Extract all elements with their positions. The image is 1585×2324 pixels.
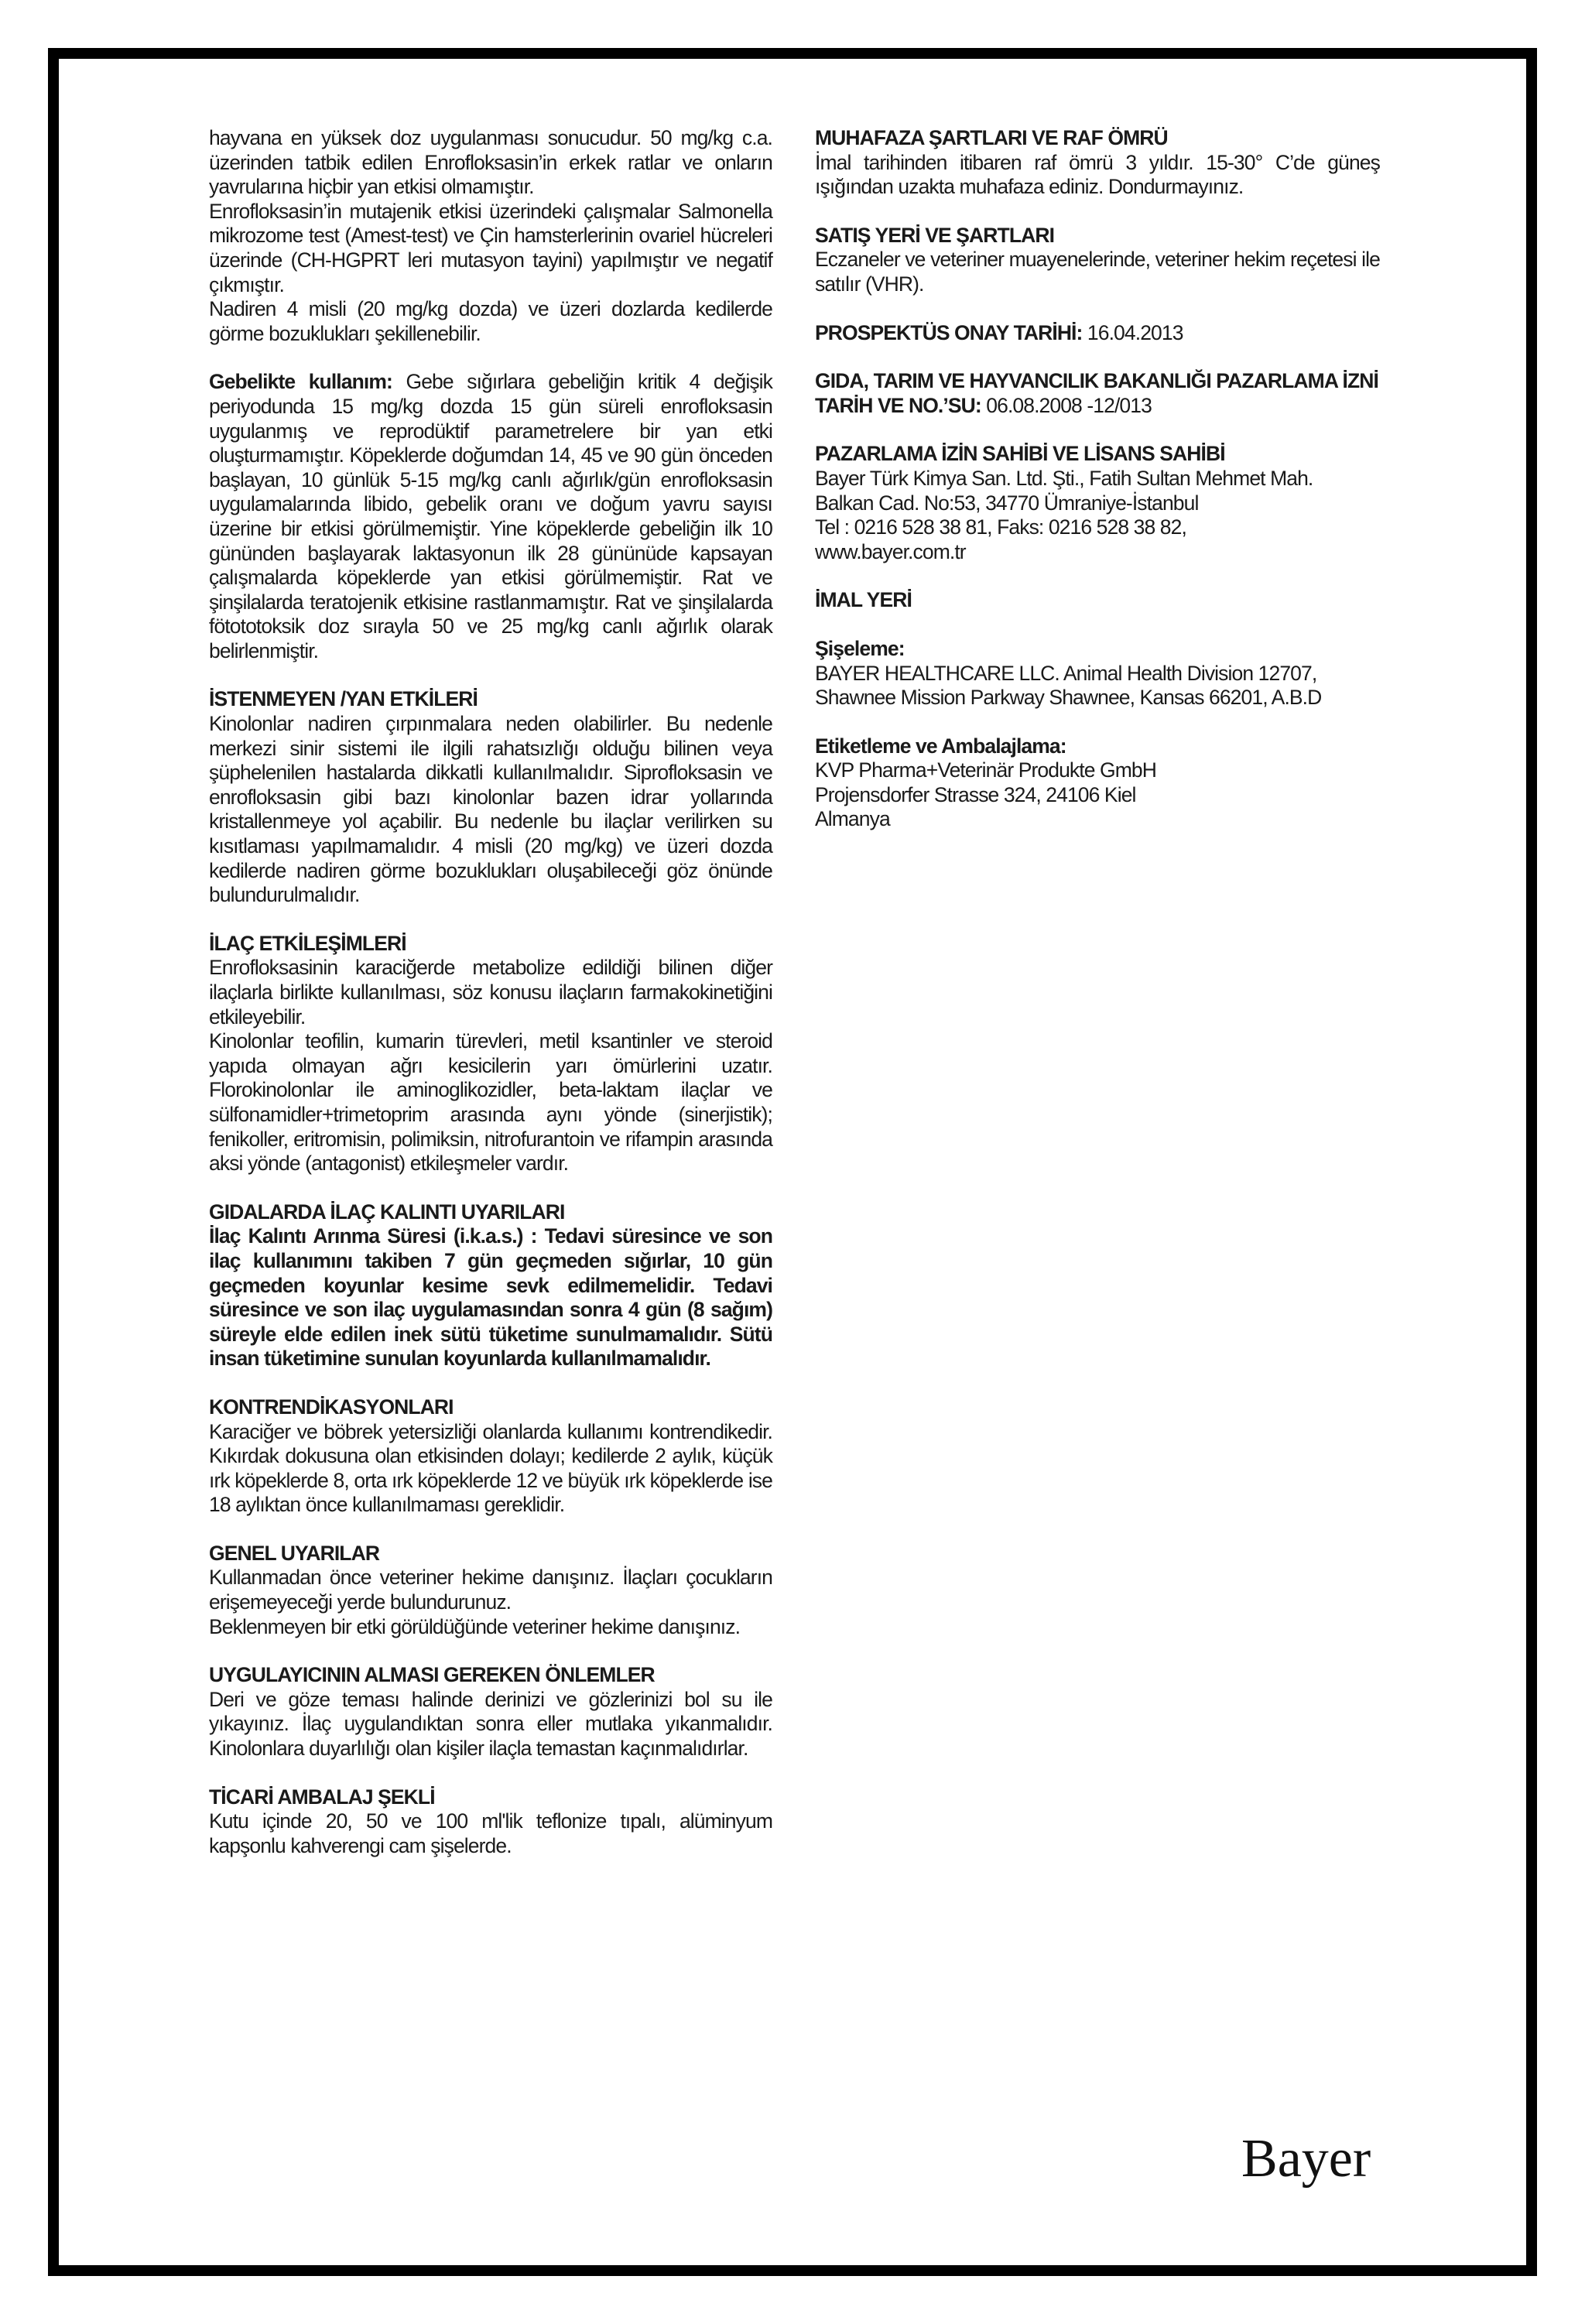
- labeling-heading: Etiketleme ve Ambalajlama:: [815, 734, 1066, 758]
- manufacture-heading: İMAL YERİ: [815, 588, 912, 612]
- labeling-line-3: Almanya: [815, 807, 890, 831]
- ministry-label: GIDA, TARIM VE HAYVANCILIK BAKANLIĞI PAZARLAMA İZNİ TARİH VE NO.’SU:: [815, 369, 1378, 417]
- license-website: www.bayer.com.tr: [815, 539, 966, 563]
- intro-paragraph-3: Nadiren 4 misli (20 mg/kg dozda) ve üzeri dozlarda kedilerde görme bozuklukları şekillenebilir.: [209, 297, 772, 345]
- general-warnings-text-1: Kullanmadan önce veteriner hekime danışınız. İlaçları çocukların erişemeyeceği yerde bulundurunuz.: [209, 1566, 772, 1614]
- side-effects-section: [209, 687, 772, 907]
- right-column: [815, 126, 1380, 856]
- bottling-line-2: Shawnee Mission Parkway Shawnee, Kansas 66201, A.B.D: [815, 686, 1322, 710]
- license-section: [815, 442, 1380, 564]
- general-warnings-text-2: Beklenmeyen bir etki görüldüğünde veteriner hekime danışınız.: [209, 1614, 741, 1638]
- contraindications-section: [209, 1395, 772, 1518]
- precautions-section: [209, 1663, 772, 1761]
- ministry-section: [815, 369, 1380, 418]
- pregnancy-paragraph: [209, 370, 772, 663]
- manufacture-section: [815, 588, 1380, 613]
- storage-text: İmal tarihinden itibaren raf ömrü 3 yıldır. 15-30° C’de güneş ışığından uzakta muhafaza ediniz. Dondurmayınız.: [815, 150, 1380, 199]
- approval-label: PROSPEKTÜS ONAY TARİHİ:: [815, 320, 1083, 344]
- pregnancy-text: Gebe sığırlara gebeliğin kritik 4 değişik periyodunda 15 mg/kg dozda 15 gün süreli enrofloksasin uygulanmış ve reprodüktif parametrelere bir yan etki oluşturmamıştır. Köpeklerde doğumdan 14, 45 ve 90 gün önceden başlayan, 10 günlük 5-15 mg/kg canlı ağırlık/gün enrofloksasin uygulamalarında libido, gebelik oranı ve doğum yavru sayısı üzerine bir etkisi görülmemiştir. Yine köpeklerde gebeliğin ilk 10 gününden başlayarak laktasyonun ilk 28 gününüde kapsayan çalışmalarda köpeklerde yan etkisi görülmemiştir. Rat ve şinşilalarda teratojenik etkisine rastlanmamıştır. Rat ve şinşilalarda fötototoksik doz sırayla 50 ve 25 mg/kg canlı ağırlık olarak belirlenmiştir.: [209, 370, 773, 662]
- license-line-1: Bayer Türk Kimya San. Ltd. Şti., Fatih Sultan Mehmet Mah.: [815, 466, 1313, 490]
- license-heading: PAZARLAMA İZİN SAHİBİ VE LİSANS SAHİBİ: [815, 442, 1225, 466]
- contraindications-heading: KONTRENDİKASYONLARI: [209, 1395, 454, 1419]
- bottling-line-1: BAYER HEALTHCARE LLC. Animal Health Division 12707,: [815, 661, 1317, 685]
- pregnancy-label: Gebelikte kullanım:: [209, 370, 392, 394]
- sale-section: [815, 224, 1380, 297]
- sale-heading: SATIŞ YERİ VE ŞARTLARI: [815, 223, 1055, 247]
- interactions-text-1: Enrofloksasinin karaciğerde metabolize edildiği bilinen diğer ilaçlarla birlikte kullanılması, söz konusu ilaçların farmakokinetiğini etkileyebilir.: [209, 956, 772, 1029]
- interactions-text-2: Kinolonlar teofilin, kumarin türevleri, metil ksantinler ve steroid yapıda olmayan ağrı kesicilerin yarı ömürlerini uzatır. Florokinolonlar ile aminoglikozidler, beta-laktam ilaçlar ve sülfonamidler+trimetoprim arasında aynı yönde (sinerjistik); fenikoller, eritromisin, polimiksin, nitrofurantoin ve rifampin arasında aksi yönde (antagonist) etkileşmeler vardır.: [209, 1029, 772, 1176]
- ministry-line: [815, 369, 1380, 418]
- approval-section: [815, 321, 1380, 346]
- contraindications-text: Karaciğer ve böbrek yetersizliği olanlarda kullanımı kontrendikedir. Kıkırdak dokusuna olan etkisinden dolayı; kedilerde 2 aylık, küçük ırk köpeklerde 8, orta ırk köpeklerde 12 ve büyük ırk köpeklerde ise 18 aylıktan önce kullanılmaması gereklidir.: [209, 1419, 772, 1517]
- ministry-value: 06.08.2008 -12/013: [986, 393, 1152, 417]
- bottling-section: [815, 637, 1380, 710]
- labeling-section: [815, 734, 1380, 832]
- package-section: [209, 1785, 772, 1859]
- pregnancy-section: [209, 370, 772, 663]
- intro-paragraph-2: Enrofloksasin’in mutajenik etkisi üzerindeki çalışmalar Salmonella mikrozome test (Amest-test) ve Çin hamsterlerinin ovariel hücreleri üzerinde (CH-HGPRT leri mutasyon tayini) yapılmıştır ve negatif çıkmıştır.: [209, 199, 772, 296]
- intro-paragraph-1: hayvana en yüksek doz uygulanması sonucudur. 50 mg/kg c.a. üzerinden tatbik edilen Enrofloksasin’in erkek ratlar ve onların yavrularına hiçbir yan etkisi olmamıştır.: [209, 126, 772, 199]
- package-heading: TİCARİ AMBALAJ ŞEKLİ: [209, 1785, 435, 1809]
- sale-text: Eczaneler ve veteriner muayenelerinde, veteriner hekim reçetesi ile satılır (VHR).: [815, 248, 1380, 296]
- interactions-section: [209, 932, 772, 1176]
- side-effects-heading: İSTENMEYEN /YAN ETKİLERİ: [209, 687, 478, 711]
- storage-section: [815, 126, 1380, 200]
- bottling-heading: Şişeleme:: [815, 636, 905, 660]
- package-text: Kutu içinde 20, 50 ve 100 ml'lik teflonize tıpalı, alüminyum kapşonlu kahverengi cam şişelerde.: [209, 1809, 772, 1857]
- left-column: [209, 126, 772, 1882]
- bayer-logo: Bayer: [1241, 2129, 1371, 2189]
- general-warnings-heading: GENEL UYARILAR: [209, 1541, 380, 1565]
- side-effects-text: Kinolonlar nadiren çırpınmalara neden olabilirler. Bu nedenle merkezi sinir sistemi ile ilgili rahatsızlığı olduğu bilinen veya şüphelenilen hastalarda dikkatli kullanılmalıdır. Siprofloksasin ve enrofloksasin gibi bazı kinolonlar bazen idrar yollarında kristallenmeye yol açabilir. Bu nedenle bu ilaçlar verilirken su kısıtlaması yapılmamalıdır. 4 misli (20 mg/kg) ve üzeri dozda kedilerde nadiren görme bozuklukları oluşabileceği göz önünde bulundurulmalıdır.: [209, 712, 772, 907]
- precautions-text: Deri ve göze teması halinde derinizi ve gözlerinizi bol su ile yıkayınız. İlaç uygulandıktan sonra eller mutlaka yıkanmalıdır. Kinolonlara duyarlılığı olan kişiler ilaçla temastan kaçınmalıdırlar.: [209, 1687, 772, 1761]
- approval-date: 16.04.2013: [1087, 320, 1183, 344]
- precautions-heading: UYGULAYICININ ALMASI GEREKEN ÖNLEMLER: [209, 1663, 655, 1687]
- license-line-2: Balkan Cad. No:53, 34770 Ümraniye-İstanbul: [815, 491, 1199, 515]
- approval-line: [815, 321, 1380, 346]
- intro-section: [209, 126, 772, 346]
- interactions-heading: İLAÇ ETKİLEŞİMLERİ: [209, 931, 406, 955]
- labeling-line-1: KVP Pharma+Veterinär Produkte GmbH: [815, 758, 1156, 782]
- general-warnings-section: [209, 1542, 772, 1639]
- residue-heading: GIDALARDA İLAÇ KALINTI UYARILARI: [209, 1200, 565, 1224]
- residue-text: İlaç Kalıntı Arınma Süresi (i.k.a.s.) : Tedavi süresince ve son ilaç kullanımını takiben 7 gün geçmeden sığırlar, 10 gün geçmeden koyunlar kesime sevk edilmemelidir. Tedavi süresince ve son ilaç uygulamasından sonra 4 gün (8 sağım) süreyle elde edilen inek sütü tüketime sunulmamalıdır. Sütü insan tüketimine sunulan koyunlarda kullanılmamalıdır.: [209, 1224, 772, 1371]
- residue-section: [209, 1200, 772, 1371]
- labeling-line-2: Projensdorfer Strasse 324, 24106 Kiel: [815, 782, 1136, 806]
- license-line-3: Tel : 0216 528 38 81, Faks: 0216 528 38 82,: [815, 515, 1186, 539]
- storage-heading: MUHAFAZA ŞARTLARI VE RAF ÖMRÜ: [815, 126, 1168, 149]
